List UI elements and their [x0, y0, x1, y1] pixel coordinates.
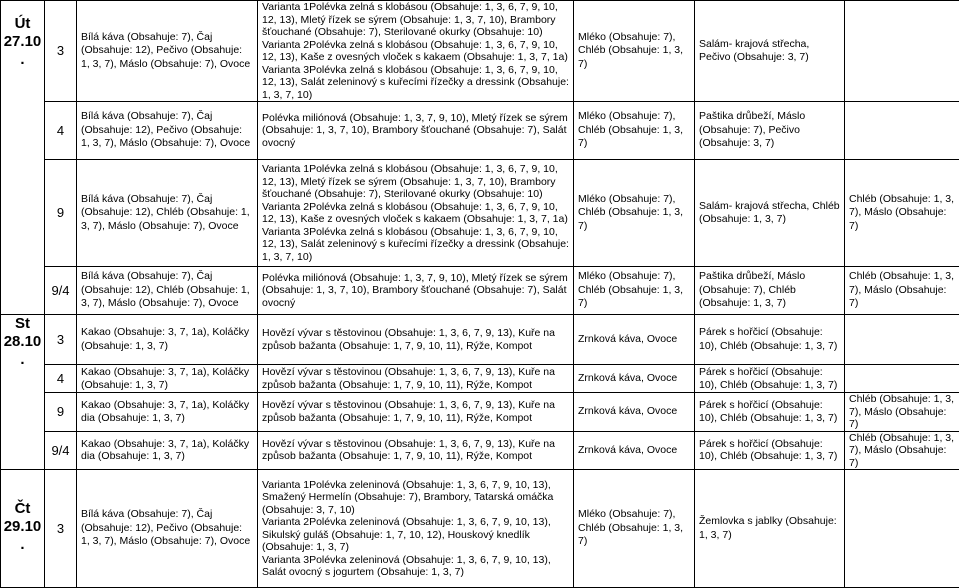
day-cell [1, 1, 45, 315]
lunch-cell [258, 315, 574, 365]
dinner-cell: Párek s hořčicí (Obsahuje: 10), Chléb (Obsahuje: 1, 3, 7) [695, 315, 845, 365]
second-dinner-cell: Chléb (Obsahuje: 1, 3, 7), Máslo (Obsahuje: 7) [845, 393, 959, 432]
second-dinner-cell [845, 1, 959, 102]
table-row [1, 431, 959, 470]
day-name: Čt [1, 500, 44, 518]
variant-text: Hovězí vývar s těstovinou (Obsahuje: 1, 3, 6, 7, 9, 13), Kuře na způsob bažanta (Obsahuje: 1, 7, 9, 10, 11), Rýže, Kompot [262, 327, 555, 352]
dinner-cell: Žemlovka s jablky (Obsahuje: 1, 3, 7) [695, 470, 845, 588]
dinner-cell: Salám- krajová střecha, Pečivo (Obsahuje: 3, 7) [695, 1, 845, 102]
second-dinner-cell [845, 102, 959, 160]
group-cell: 3 [45, 1, 77, 102]
variant-label: Varianta 2 [262, 39, 309, 51]
day-dot: . [1, 536, 44, 554]
snack-cell: Mléko (Obsahuje: 7), Chléb (Obsahuje: 1, 3, 7) [574, 470, 695, 588]
table-row [1, 1, 959, 102]
lunch-cell [258, 365, 574, 393]
second-dinner-cell [845, 470, 959, 588]
day-dot: . [1, 51, 44, 69]
variant-text: Polévka zelná s klobásou (Obsahuje: 1, 3, 6, 7, 9, 10, 12, 13), Kaše z ovesných vloček s kakaem (Obsahuje: 1, 3, 7, 1a) [262, 201, 568, 226]
lunch-cell [258, 393, 574, 432]
lunch-cell [258, 102, 574, 160]
second-dinner-cell: Chléb (Obsahuje: 1, 3, 7), Máslo (Obsahuje: 7) [845, 160, 959, 267]
day-dot: . [1, 351, 44, 369]
day-date: 29.10 [1, 518, 44, 536]
dinner-cell: Paštika drůbeží, Máslo (Obsahuje: 7), Pečivo (Obsahuje: 3, 7) [695, 102, 845, 160]
group-cell: 9/4 [45, 431, 77, 470]
breakfast-cell: Bílá káva (Obsahuje: 7), Čaj (Obsahuje: 12), Pečivo (Obsahuje: 1, 3, 7), Máslo (Obsahuje: 7), Ovoce [77, 470, 258, 588]
group-cell: 3 [45, 470, 77, 588]
breakfast-cell: Bílá káva (Obsahuje: 7), Čaj (Obsahuje: 12), Chléb (Obsahuje: 1, 3, 7), Máslo (Obsahuje: 7), Ovoce [77, 267, 258, 315]
variant-text: Polévka zeleninová (Obsahuje: 1, 3, 6, 7, 9, 10, 13), Smažený Hermelín (Obsahuje: 7), Brambory, Tatarská omáčka (Obsahuje: 3, 7, 10) [262, 479, 553, 516]
group-cell: 4 [45, 365, 77, 393]
variant-label: Varianta 1 [262, 1, 309, 13]
breakfast-cell: Kakao (Obsahuje: 3, 7, 1a), Koláčky dia (Obsahuje: 1, 3, 7) [77, 431, 258, 470]
lunch-cell [258, 267, 574, 315]
snack-cell: Zrnková káva, Ovoce [574, 315, 695, 365]
variant-text: Polévka zeleninová (Obsahuje: 1, 3, 6, 7, 9, 10, 13), Sikulský guláš (Obsahuje: 1, 7, 10, 12), Houskový knedlík (Obsahuje: 1, 3, 7) [262, 516, 551, 553]
day-date: 27.10 [1, 33, 44, 51]
variant-label: Varianta 1 [262, 479, 309, 491]
group-cell: 4 [45, 102, 77, 160]
variant-label: Varianta 3 [262, 226, 309, 238]
dinner-cell: Párek s hořčicí (Obsahuje: 10), Chléb (Obsahuje: 1, 3, 7) [695, 393, 845, 432]
table-row [1, 315, 959, 365]
day-cell [1, 315, 45, 470]
variant-text: Hovězí vývar s těstovinou (Obsahuje: 1, 3, 6, 7, 9, 13), Kuře na způsob bažanta (Obsahuje: 1, 7, 9, 10, 11), Rýže, Kompot [262, 399, 555, 424]
breakfast-cell: Kakao (Obsahuje: 3, 7, 1a), Koláčky dia (Obsahuje: 1, 3, 7) [77, 393, 258, 432]
lunch-cell [258, 160, 574, 267]
table-row [1, 160, 959, 267]
table-row [1, 365, 959, 393]
variant-label: Varianta 3 [262, 64, 309, 76]
snack-cell: Zrnková káva, Ovoce [574, 431, 695, 470]
second-dinner-cell: Chléb (Obsahuje: 1, 3, 7), Máslo (Obsahuje: 7) [845, 431, 959, 470]
group-cell: 3 [45, 315, 77, 365]
lunch-cell [258, 470, 574, 588]
variant-text: Polévka miliónová (Obsahuje: 1, 3, 7, 9, 10), Mletý řízek se sýrem (Obsahuje: 1, 3, 7, 10), Brambory šťouchané (Obsahuje: 7), Salát ovocný [262, 112, 568, 149]
group-cell: 9 [45, 393, 77, 432]
variant-text: Hovězí vývar s těstovinou (Obsahuje: 1, 3, 6, 7, 9, 13), Kuře na způsob bažanta (Obsahuje: 1, 7, 9, 10, 11), Rýže, Kompot [262, 438, 555, 463]
day-cell [1, 470, 45, 588]
day-date: 28.10 [1, 333, 44, 351]
variant-text: Polévka miliónová (Obsahuje: 1, 3, 7, 9, 10), Mletý řízek se sýrem (Obsahuje: 1, 3, 7, 10), Brambory šťouchané (Obsahuje: 7), Salát ovocný [262, 272, 568, 309]
snack-cell: Zrnková káva, Ovoce [574, 365, 695, 393]
snack-cell: Mléko (Obsahuje: 7), Chléb (Obsahuje: 1, 3, 7) [574, 267, 695, 315]
variant-label: Varianta 3 [262, 554, 309, 566]
variant-text: Polévka zelná s klobásou (Obsahuje: 1, 3, 6, 7, 9, 10, 12, 13), Kaše z ovesných vloček s kakaem (Obsahuje: 1, 3, 7, 1a) [262, 39, 568, 64]
second-dinner-cell [845, 315, 959, 365]
variant-text: Polévka zelná s klobásou (Obsahuje: 1, 3, 6, 7, 9, 10, 12, 13), Mletý řízek se sýrem (Obsahuje: 1, 3, 7, 10), Brambory šťouchané (Obsahuje: 7), Sterilované okurky (Obsahuje: 10) [262, 1, 558, 38]
variant-label: Varianta 2 [262, 516, 309, 528]
breakfast-cell: Kakao (Obsahuje: 3, 7, 1a), Koláčky (Obsahuje: 1, 3, 7) [77, 365, 258, 393]
variant-text: Polévka zelná s klobásou (Obsahuje: 1, 3, 6, 7, 9, 10, 12, 13), Salát zeleninový s kuřecími řízečky a dressink (Obsahuje: 1, 3, 7, 10) [262, 226, 569, 263]
variant-text: Polévka zelná s klobásou (Obsahuje: 1, 3, 6, 7, 9, 10, 12, 13), Mletý řízek se sýrem (Obsahuje: 1, 3, 7, 10), Brambory šťouchané (Obsahuje: 7), Sterilované okurky (Obsahuje: 10) [262, 163, 558, 200]
variant-label: Varianta 1 [262, 163, 309, 175]
day-name: Út [1, 15, 44, 33]
group-cell: 9 [45, 160, 77, 267]
variant-label: Varianta 2 [262, 201, 309, 213]
second-dinner-cell: Chléb (Obsahuje: 1, 3, 7), Máslo (Obsahuje: 7) [845, 267, 959, 315]
breakfast-cell: Kakao (Obsahuje: 3, 7, 1a), Koláčky (Obsahuje: 1, 3, 7) [77, 315, 258, 365]
variant-text: Hovězí vývar s těstovinou (Obsahuje: 1, 3, 6, 7, 9, 13), Kuře na způsob bažanta (Obsahuje: 1, 7, 9, 10, 11), Rýže, Kompot [262, 366, 555, 391]
snack-cell: Mléko (Obsahuje: 7), Chléb (Obsahuje: 1, 3, 7) [574, 1, 695, 102]
variant-text: Polévka zelná s klobásou (Obsahuje: 1, 3, 6, 7, 9, 10, 12, 13), Salát zeleninový s kuřecími řízečky a dressink (Obsahuje: 1, 3, 7, 10) [262, 64, 569, 101]
group-cell: 9/4 [45, 267, 77, 315]
table-row [1, 267, 959, 315]
dinner-cell: Párek s hořčicí (Obsahuje: 10), Chléb (Obsahuje: 1, 3, 7) [695, 431, 845, 470]
table-row [1, 470, 959, 588]
table-row [1, 102, 959, 160]
dinner-cell: Salám- krajová střecha, Chléb (Obsahuje: 1, 3, 7) [695, 160, 845, 267]
snack-cell: Mléko (Obsahuje: 7), Chléb (Obsahuje: 1, 3, 7) [574, 160, 695, 267]
second-dinner-cell [845, 365, 959, 393]
snack-cell: Mléko (Obsahuje: 7), Chléb (Obsahuje: 1, 3, 7) [574, 102, 695, 160]
day-name: St [1, 315, 44, 333]
dinner-cell: Párek s hořčicí (Obsahuje: 10), Chléb (Obsahuje: 1, 3, 7) [695, 365, 845, 393]
snack-cell: Zrnková káva, Ovoce [574, 393, 695, 432]
lunch-cell [258, 1, 574, 102]
variant-text: Polévka zeleninová (Obsahuje: 1, 3, 6, 7, 9, 10, 13), Salát ovocný s jogurtem (Obsahuje: 1, 3, 7) [262, 554, 551, 579]
breakfast-cell: Bílá káva (Obsahuje: 7), Čaj (Obsahuje: 12), Pečivo (Obsahuje: 1, 3, 7), Máslo (Obsahuje: 7), Ovoce [77, 102, 258, 160]
table-row [1, 393, 959, 432]
breakfast-cell: Bílá káva (Obsahuje: 7), Čaj (Obsahuje: 12), Chléb (Obsahuje: 1, 3, 7), Máslo (Obsahuje: 7), Ovoce [77, 160, 258, 267]
dinner-cell: Paštika drůbeží, Máslo (Obsahuje: 7), Chléb (Obsahuje: 1, 3, 7) [695, 267, 845, 315]
breakfast-cell: Bílá káva (Obsahuje: 7), Čaj (Obsahuje: 12), Pečivo (Obsahuje: 1, 3, 7), Máslo (Obsahuje: 7), Ovoce [77, 1, 258, 102]
lunch-cell [258, 431, 574, 470]
